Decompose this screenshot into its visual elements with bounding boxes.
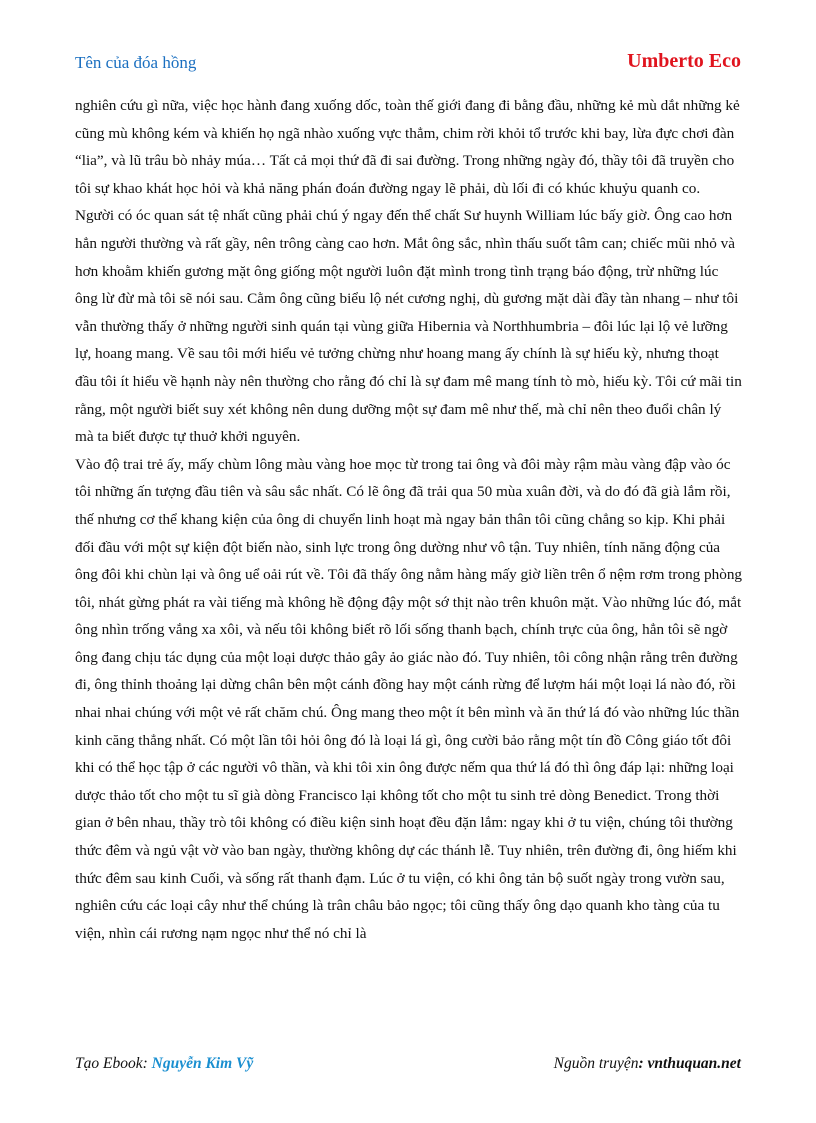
paragraph: nghiên cứu gì nữa, việc học hành đang xuống dốc, toàn thế giới đang đi bằng đầu, những kẻ mù dắt những kẻ cũng mù không kém và khiến họ ngã nhào xuống vực thẳm, chim rời khỏi tổ trước khi bay, lừa đực chơi đàn “lia”, và lũ trâu bò nhảy múa… Tất cả mọi thứ đã đi sai đường. Trong những ngày đó, thầy tôi đã truyền cho tôi sự khao khát học hỏi và khả năng phán đoán đường ngay lẽ phải, dù lối đi có khúc khuỷu quanh co. — [75, 97, 740, 197]
author-name: Umberto Eco — [627, 50, 741, 72]
body-text — [75, 92, 743, 947]
source-separator: : — [638, 1055, 648, 1072]
source-credit — [554, 1055, 741, 1073]
ebook-credit — [75, 1055, 253, 1073]
ebook-separator: : — [142, 1055, 152, 1072]
source-site: vnthuquan.net — [647, 1055, 741, 1072]
paragraph: Người có óc quan sát tệ nhất cũng phải chú ý ngay đến thể chất Sư huynh William lúc bấy giờ. Ông cao hơn hẳn người thường và rất gầy, nên trông càng cao hơn. Mắt ông sắc, nhìn thấu suốt tâm can; chiếc mũi nhỏ và hơn khoằm khiến gương mặt ông giống một người luôn đặt mình trong tình trạng báo động, trừ những lúc ông lừ đừ mà tôi sẽ nói sau. Cằm ông cũng biểu lộ nét cương nghị, dù gương mặt dài đầy tàn nhang – như tôi vẫn thường thấy ở những người sinh quán tại vùng giữa Hibernia và Northhumbria – đôi lúc lại lộ vẻ lưỡng lự, hoang mang. Về sau tôi mới hiểu vẻ tưởng chừng như hoang mang ấy chính là sự hiếu kỳ, nhưng thoạt đầu tôi ít hiểu về hạnh này nên thường cho rằng đó chỉ là sự đam mê mang tính tò mò, hiếu kỳ. Tôi cứ mãi tin rằng, một người biết suy xét không nên dung dưỡng một sự đam mê như thế, mà chỉ nên theo đuổi chân lý mà ta biết được tự thuở khởi nguyên. — [75, 207, 742, 446]
paragraph: Vào độ trai trẻ ấy, mấy chùm lông màu vàng hoe mọc từ trong tai ông và đôi mày rậm màu vàng đập vào óc tôi những ấn tượng đầu tiên và sâu sắc nhất. Có lẽ ông đã trải qua 50 mùa xuân đời, và do đó đã già lắm rồi, thế nhưng cơ thể khang kiện của ông di chuyển linh hoạt mà ngay bản thân tôi cũng chẳng so kịp. Khi phải đối đầu với một sự kiện đột biến nào, sinh lực trong ông dường như vô tận. Tuy nhiên, tính năng động của ông đôi khi chùn lại và ông uể oải rút về. Tôi đã thấy ông nằm hàng mấy giờ liền trên ổ nệm rơm trong phòng tôi, nhát gừng phát ra vài tiếng mà không hề động đậy một sớ thịt nào trên khuôn mặt. Vào những lúc đó, mắt ông nhìn trống vắng xa xôi, và nếu tôi không biết rõ lối sống thanh bạch, chính trực của ông, hẳn tôi sẽ ngờ ông đang chịu tác dụng của một loại dược thảo gây ảo giác nào đó. Tuy nhiên, tôi công nhận rằng trên đường đi, ông thỉnh thoảng lại dừng chân bên một cánh đồng hay một cánh rừng để lượm hái một loại lá nào đó, rồi nhai nhai chúng với một vẻ rất chăm chú. Ông mang theo một ít bên mình và ăn thứ lá đó vào những lúc thần kinh căng thẳng nhất. Có một lần tôi hỏi ông đó là loại lá gì, ông cười bảo rằng một tín đồ Công giáo tốt đôi khi có thể học tập ở các người vô thần, và khi tôi xin ông được nếm qua thứ lá đó thì ông đáp lại: những loại dược thảo tốt cho một tu sĩ già dòng Francisco lại không tốt cho một tu sinh trẻ dòng Benedict. Trong thời gian ở bên nhau, thầy trò tôi không có điều kiện sinh hoạt đều đặn lắm: ngay khi ở tu viện, chúng tôi thường thức đêm và ngủ vật vờ vào ban ngày, thường không dự các thánh lễ. Tuy nhiên, trên đường đi, ông hiếm khi thức đêm sau kinh Cuối, và sống rất thanh đạm. Lúc ở tu viện, có khi ông tản bộ suốt ngày trong vườn sau, nghiên cứu các loại cây như thể chúng là trân châu bảo ngọc; tôi cũng thấy ông dạo quanh kho tàng của tu viện, nhìn cái rương nạm ngọc như thể nó chỉ là — [75, 455, 743, 942]
book-title: Tên của đóa hồng — [75, 53, 197, 72]
page-footer — [75, 1055, 741, 1077]
ebook-label: Tạo Ebook — [75, 1055, 143, 1072]
page-header — [75, 50, 741, 76]
ebook-creator: Nguyễn Kim Vỹ — [151, 1055, 254, 1072]
source-label: Nguồn truyện — [553, 1055, 639, 1072]
